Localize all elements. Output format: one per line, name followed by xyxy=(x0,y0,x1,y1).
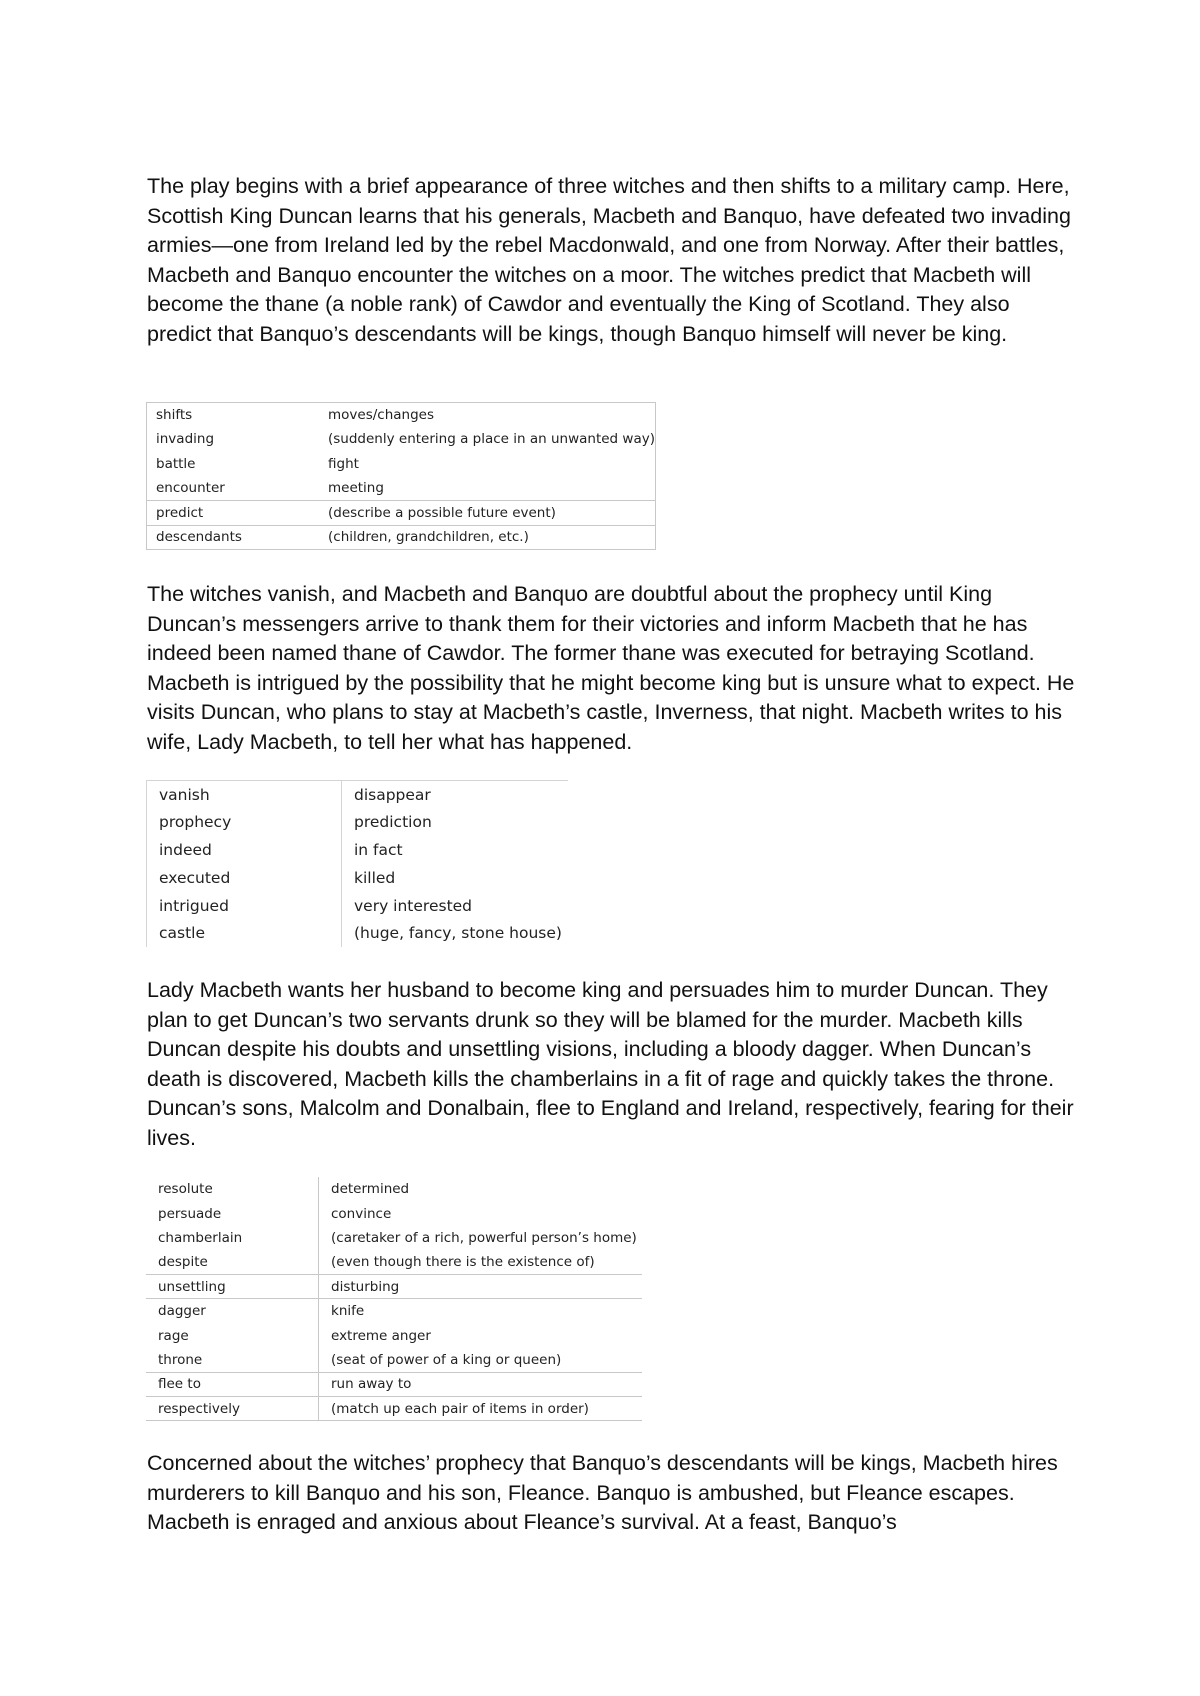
table-row xyxy=(146,1299,642,1323)
vocab-term: persuade xyxy=(146,1201,319,1225)
vocab-term: intrigued xyxy=(147,892,342,920)
vocab-term: descendants xyxy=(156,529,242,546)
table-row xyxy=(147,501,656,526)
vocab-term: unsettling xyxy=(146,1275,319,1299)
table-row xyxy=(147,892,569,920)
vocab-definition: (match up each pair of items in order) xyxy=(319,1397,643,1421)
vocab-term: prophecy xyxy=(147,808,342,836)
vocab-definition: run away to xyxy=(319,1372,643,1396)
summary-paragraph-4: Concerned about the witches’ prophecy that Banquo’s descendants will be kings, Macbeth hires murderers to kill Banquo and his son, Fleance. Banquo is ambushed, but Fleance escapes. Macbeth is enraged and anxious about Fleance’s survival. At a feast, Banquo’s xyxy=(147,1451,1058,1535)
vocab-term: despite xyxy=(146,1250,319,1274)
vocab-definition: knife xyxy=(331,1303,365,1320)
vocab-definition: extreme anger xyxy=(331,1327,431,1344)
vocab-definition: very interested xyxy=(354,896,473,915)
vocab-term: invading xyxy=(156,431,215,448)
table-row xyxy=(146,1348,642,1372)
table-row xyxy=(146,1201,642,1225)
vocab-definition: (seat of power of a king or queen) xyxy=(319,1348,643,1372)
table-row xyxy=(147,452,656,477)
vocab-definition: (children, grandchildren, etc.) xyxy=(328,529,529,546)
vocab-definition: determined xyxy=(331,1181,410,1198)
table-row xyxy=(147,427,656,452)
table-row xyxy=(147,864,569,892)
table-row xyxy=(147,808,569,836)
vocab-term: encounter xyxy=(147,476,320,501)
vocab-term: predict xyxy=(147,501,320,526)
vocab-definition: killed xyxy=(354,868,396,887)
vocab-definition: (suddenly entering a place in an unwanted way) xyxy=(328,431,655,448)
vocab-term: vanish xyxy=(147,781,342,809)
vocab-term: chamberlain xyxy=(146,1226,319,1250)
vocab-definition: convince xyxy=(331,1205,392,1222)
vocab-definition: meeting xyxy=(319,476,656,501)
vocab-definition: disappear xyxy=(354,785,431,804)
table-row xyxy=(146,1275,642,1299)
vocab-term: respectively xyxy=(146,1397,319,1421)
table-row xyxy=(147,781,569,809)
vocab-definition: prediction xyxy=(354,813,432,832)
vocab-definition: (even though there is the existence of) xyxy=(319,1250,643,1274)
table-row xyxy=(146,1397,642,1421)
vocab-definition: moves/changes xyxy=(328,407,435,423)
vocab-term: dagger xyxy=(146,1299,319,1323)
vocab-definition: in fact xyxy=(354,840,403,859)
table-row xyxy=(147,476,656,501)
table-row xyxy=(147,525,656,550)
vocab-definition: disturbing xyxy=(319,1275,643,1299)
table-row xyxy=(146,1250,642,1274)
vocabulary-table-1 xyxy=(146,402,656,550)
vocabulary-table-3 xyxy=(146,1177,642,1421)
vocab-term: executed xyxy=(147,864,342,892)
table-row xyxy=(146,1323,642,1347)
table-row xyxy=(147,403,656,428)
vocab-term: battle xyxy=(156,455,196,472)
summary-paragraph-1: The play begins with a brief appearance of three witches and then shifts to a military camp. Here, Scottish King Duncan learns that his generals, Macbeth and Banquo, have defeated two invading armies—one from Ireland led by the rebel Macdonwald, and one from Norway. After their battles, Macbeth and Banquo encounter the witches on a moor. The witches predict that Macbeth will become the thane (a noble rank) of Cawdor and eventually the King of Scotland. They also predict that Banquo’s descendants will be kings, though Banquo himself will never be king. xyxy=(147,174,1071,346)
vocab-definition: (caretaker of a rich, powerful person’s home) xyxy=(331,1229,637,1246)
table-row xyxy=(146,1226,642,1250)
vocab-term: indeed xyxy=(147,836,342,864)
vocab-term: castle xyxy=(147,919,342,947)
table-row xyxy=(147,836,569,864)
vocab-definition: fight xyxy=(328,455,359,472)
vocab-definition: (describe a possible future event) xyxy=(319,501,656,526)
table-row xyxy=(147,919,569,947)
vocab-term: flee to xyxy=(146,1372,319,1396)
vocab-term: throne xyxy=(146,1348,319,1372)
vocab-term: resolute xyxy=(146,1177,319,1201)
summary-paragraph-2: The witches vanish, and Macbeth and Banquo are doubtful about the prophecy until King Duncan’s messengers arrive to thank them for their victories and inform Macbeth that he has indeed been named thane of Cawdor. The former thane was executed for betraying Scotland. Macbeth is intrigued by the possibility that he might become king but is unsure what to expect. He visits Duncan, who plans to stay at Macbeth’s castle, Inverness, that night. Macbeth writes to his wife, Lady Macbeth, to tell her what has happened. xyxy=(147,582,1075,754)
summary-paragraph-3: Lady Macbeth wants her husband to become king and persuades him to murder Duncan. They plan to get Duncan’s two servants drunk so they will be blamed for the murder. Macbeth kills Duncan despite his doubts and unsettling visions, including a bloody dagger. When Duncan’s death is discovered, Macbeth kills the chamberlains in a fit of rage and quickly takes the throne. Duncan’s sons, Malcolm and Donalbain, flee to England and Ireland, respectively, fearing for their lives. xyxy=(147,978,1074,1150)
vocab-term: rage xyxy=(146,1323,319,1347)
table-row xyxy=(146,1372,642,1396)
vocab-term: shifts xyxy=(156,407,193,423)
table-row xyxy=(146,1177,642,1201)
vocab-definition: (huge, fancy, stone house) xyxy=(354,924,562,943)
vocabulary-table-2 xyxy=(146,780,568,947)
